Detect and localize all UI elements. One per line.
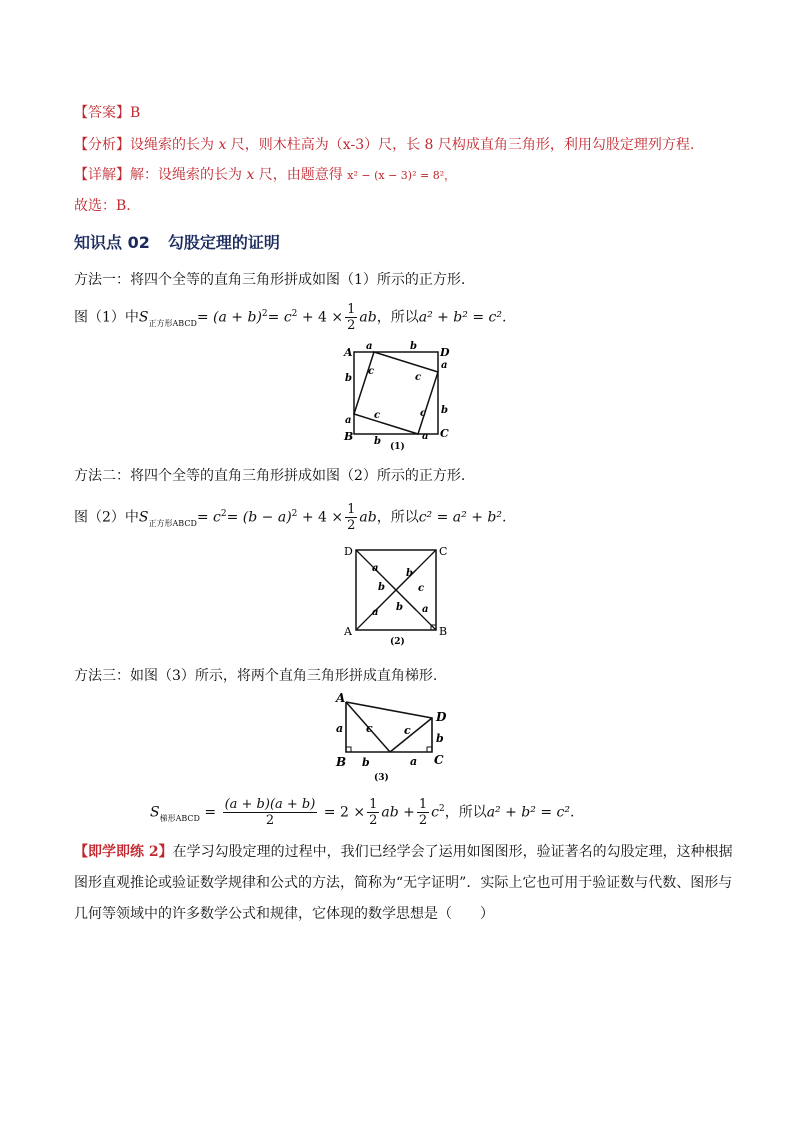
answer-line bbox=[74, 104, 140, 122]
method1-text: 方法一：将四个全等的直角三角形拼成如图（1）所示的正方形. bbox=[74, 272, 466, 288]
fig3-label-A: A bbox=[336, 691, 346, 705]
answer-value: B bbox=[130, 105, 141, 121]
answer-tag: 【答案】 bbox=[74, 105, 130, 121]
detail-equation: x² − (x − 3)² = 8²， bbox=[347, 169, 456, 182]
fraction-half: $\frac{1}{2}$ bbox=[347, 302, 356, 333]
svg-text:a: a bbox=[372, 607, 379, 618]
svg-text:a: a bbox=[422, 604, 429, 615]
svg-text:a: a bbox=[366, 341, 373, 352]
method2-formula: 图（2）中$S_{正方形ABCD}= c^2= (b - a)^2 + 4$ × $\frac{1}{2}$ ab，所以c² = a² + b². bbox=[74, 502, 507, 533]
fig3-caption: (3) bbox=[374, 773, 389, 783]
method1-conclusion: a² + b² = c² bbox=[418, 309, 502, 326]
practice-line-1: 【即学即练 2】在学习勾股定理的过程中，我们已经学会了运用如图图形，验证著名的勾股定理，这种根据 bbox=[74, 844, 733, 860]
svg-text:b: b bbox=[362, 756, 370, 769]
fig1-label-D: D bbox=[440, 346, 450, 359]
svg-text:b: b bbox=[436, 732, 444, 745]
section-number: 知识点 02 bbox=[74, 233, 150, 252]
section-heading bbox=[74, 234, 280, 252]
analysis-tag: 【分析】 bbox=[74, 137, 130, 153]
fig1-label-A: A bbox=[344, 346, 353, 359]
method2-conclusion: c² = a² + b² bbox=[418, 509, 502, 526]
svg-text:b: b bbox=[406, 568, 413, 579]
svg-text:b: b bbox=[441, 405, 448, 416]
practice-line-3: 几何等领域中的许多数学公式和规律，它体现的数学思想是（ ） bbox=[74, 906, 494, 922]
fig1-inner-square bbox=[354, 352, 438, 434]
fig2-label-C: C bbox=[439, 545, 448, 558]
figure-3 bbox=[330, 690, 460, 785]
practice-tag: 【即学即练 2】 bbox=[74, 844, 173, 860]
analysis-line: 【分析】设绳索的长为 x 尺，则木柱高为（x-3）尺，长 8 尺构成直角三角形，利用勾股定理列方程. bbox=[74, 137, 695, 153]
svg-text:a: a bbox=[345, 415, 352, 426]
fig2-label-A: A bbox=[344, 625, 352, 638]
method3-conclusion: a² + b² = c² bbox=[486, 804, 570, 821]
fig2-label-B: B bbox=[439, 625, 448, 638]
svg-text:c: c bbox=[404, 724, 411, 737]
figure-1 bbox=[338, 340, 458, 455]
fig1-label-C: C bbox=[440, 427, 449, 440]
svg-text:c: c bbox=[420, 408, 427, 419]
svg-text:b: b bbox=[374, 436, 381, 447]
svg-text:a: a bbox=[372, 563, 379, 574]
fig1-outer-square bbox=[354, 352, 438, 434]
fig2-caption: (2) bbox=[390, 637, 405, 647]
fig3-trapezoid bbox=[346, 702, 432, 752]
detail-line: 【详解】解：设绳索的长为 x 尺，由题意得 x² − (x − 3)² = 8²， bbox=[74, 167, 456, 183]
detail-tag: 【详解】 bbox=[74, 167, 130, 183]
fig3-label-C: C bbox=[434, 753, 444, 767]
svg-text:a: a bbox=[336, 722, 344, 735]
fig1-caption: (1) bbox=[390, 442, 405, 452]
fraction-half: $\frac{1}{2}$ bbox=[347, 502, 356, 533]
method1-formula: 图（1）中$S_{正方形ABCD}= (a + b)^2= c^2 + 4$ × $\frac{1}{2}$ ab，所以a² + b² = c². bbox=[74, 302, 507, 333]
practice-line-2: 图形直观推论或验证数学规律和公式的方法，简称为“无字证明”．实际上它也可用于验证数与代数、图形与 bbox=[74, 875, 733, 891]
svg-text:c: c bbox=[374, 410, 381, 421]
fig3-label-D: D bbox=[436, 710, 447, 724]
svg-text:b: b bbox=[345, 373, 352, 384]
svg-text:a: a bbox=[410, 755, 418, 768]
svg-text:c: c bbox=[368, 366, 375, 377]
fig3-label-B: B bbox=[336, 755, 347, 769]
svg-text:c: c bbox=[366, 722, 373, 735]
choose-line: 故选：B. bbox=[74, 198, 131, 214]
svg-text:a: a bbox=[441, 360, 448, 371]
fig2-label-D: D bbox=[344, 545, 353, 558]
svg-text:c: c bbox=[415, 372, 422, 383]
method2-text: 方法二：将四个全等的直角三角形拼成如图（2）所示的正方形. bbox=[74, 468, 466, 484]
svg-text:b: b bbox=[378, 582, 385, 593]
fig1-label-B: B bbox=[344, 430, 354, 443]
method3-text: 方法三：如图（3）所示，将两个直角三角形拼成直角梯形. bbox=[74, 668, 438, 684]
svg-text:a: a bbox=[422, 431, 429, 442]
svg-text:b: b bbox=[396, 602, 403, 613]
svg-text:b: b bbox=[410, 341, 417, 352]
svg-text:c: c bbox=[418, 583, 425, 594]
section-title: 勾股定理的证明 bbox=[167, 233, 280, 252]
figure-2 bbox=[338, 540, 458, 650]
method3-formula: $S_{梯形ABCD}$ = $\frac{(a + b)(a + b)}{2}$ = 2 × $\frac{1}{2}$ ab + $\frac{1}{2}$ $c^2$，所以a² + b² = c². bbox=[150, 797, 575, 828]
